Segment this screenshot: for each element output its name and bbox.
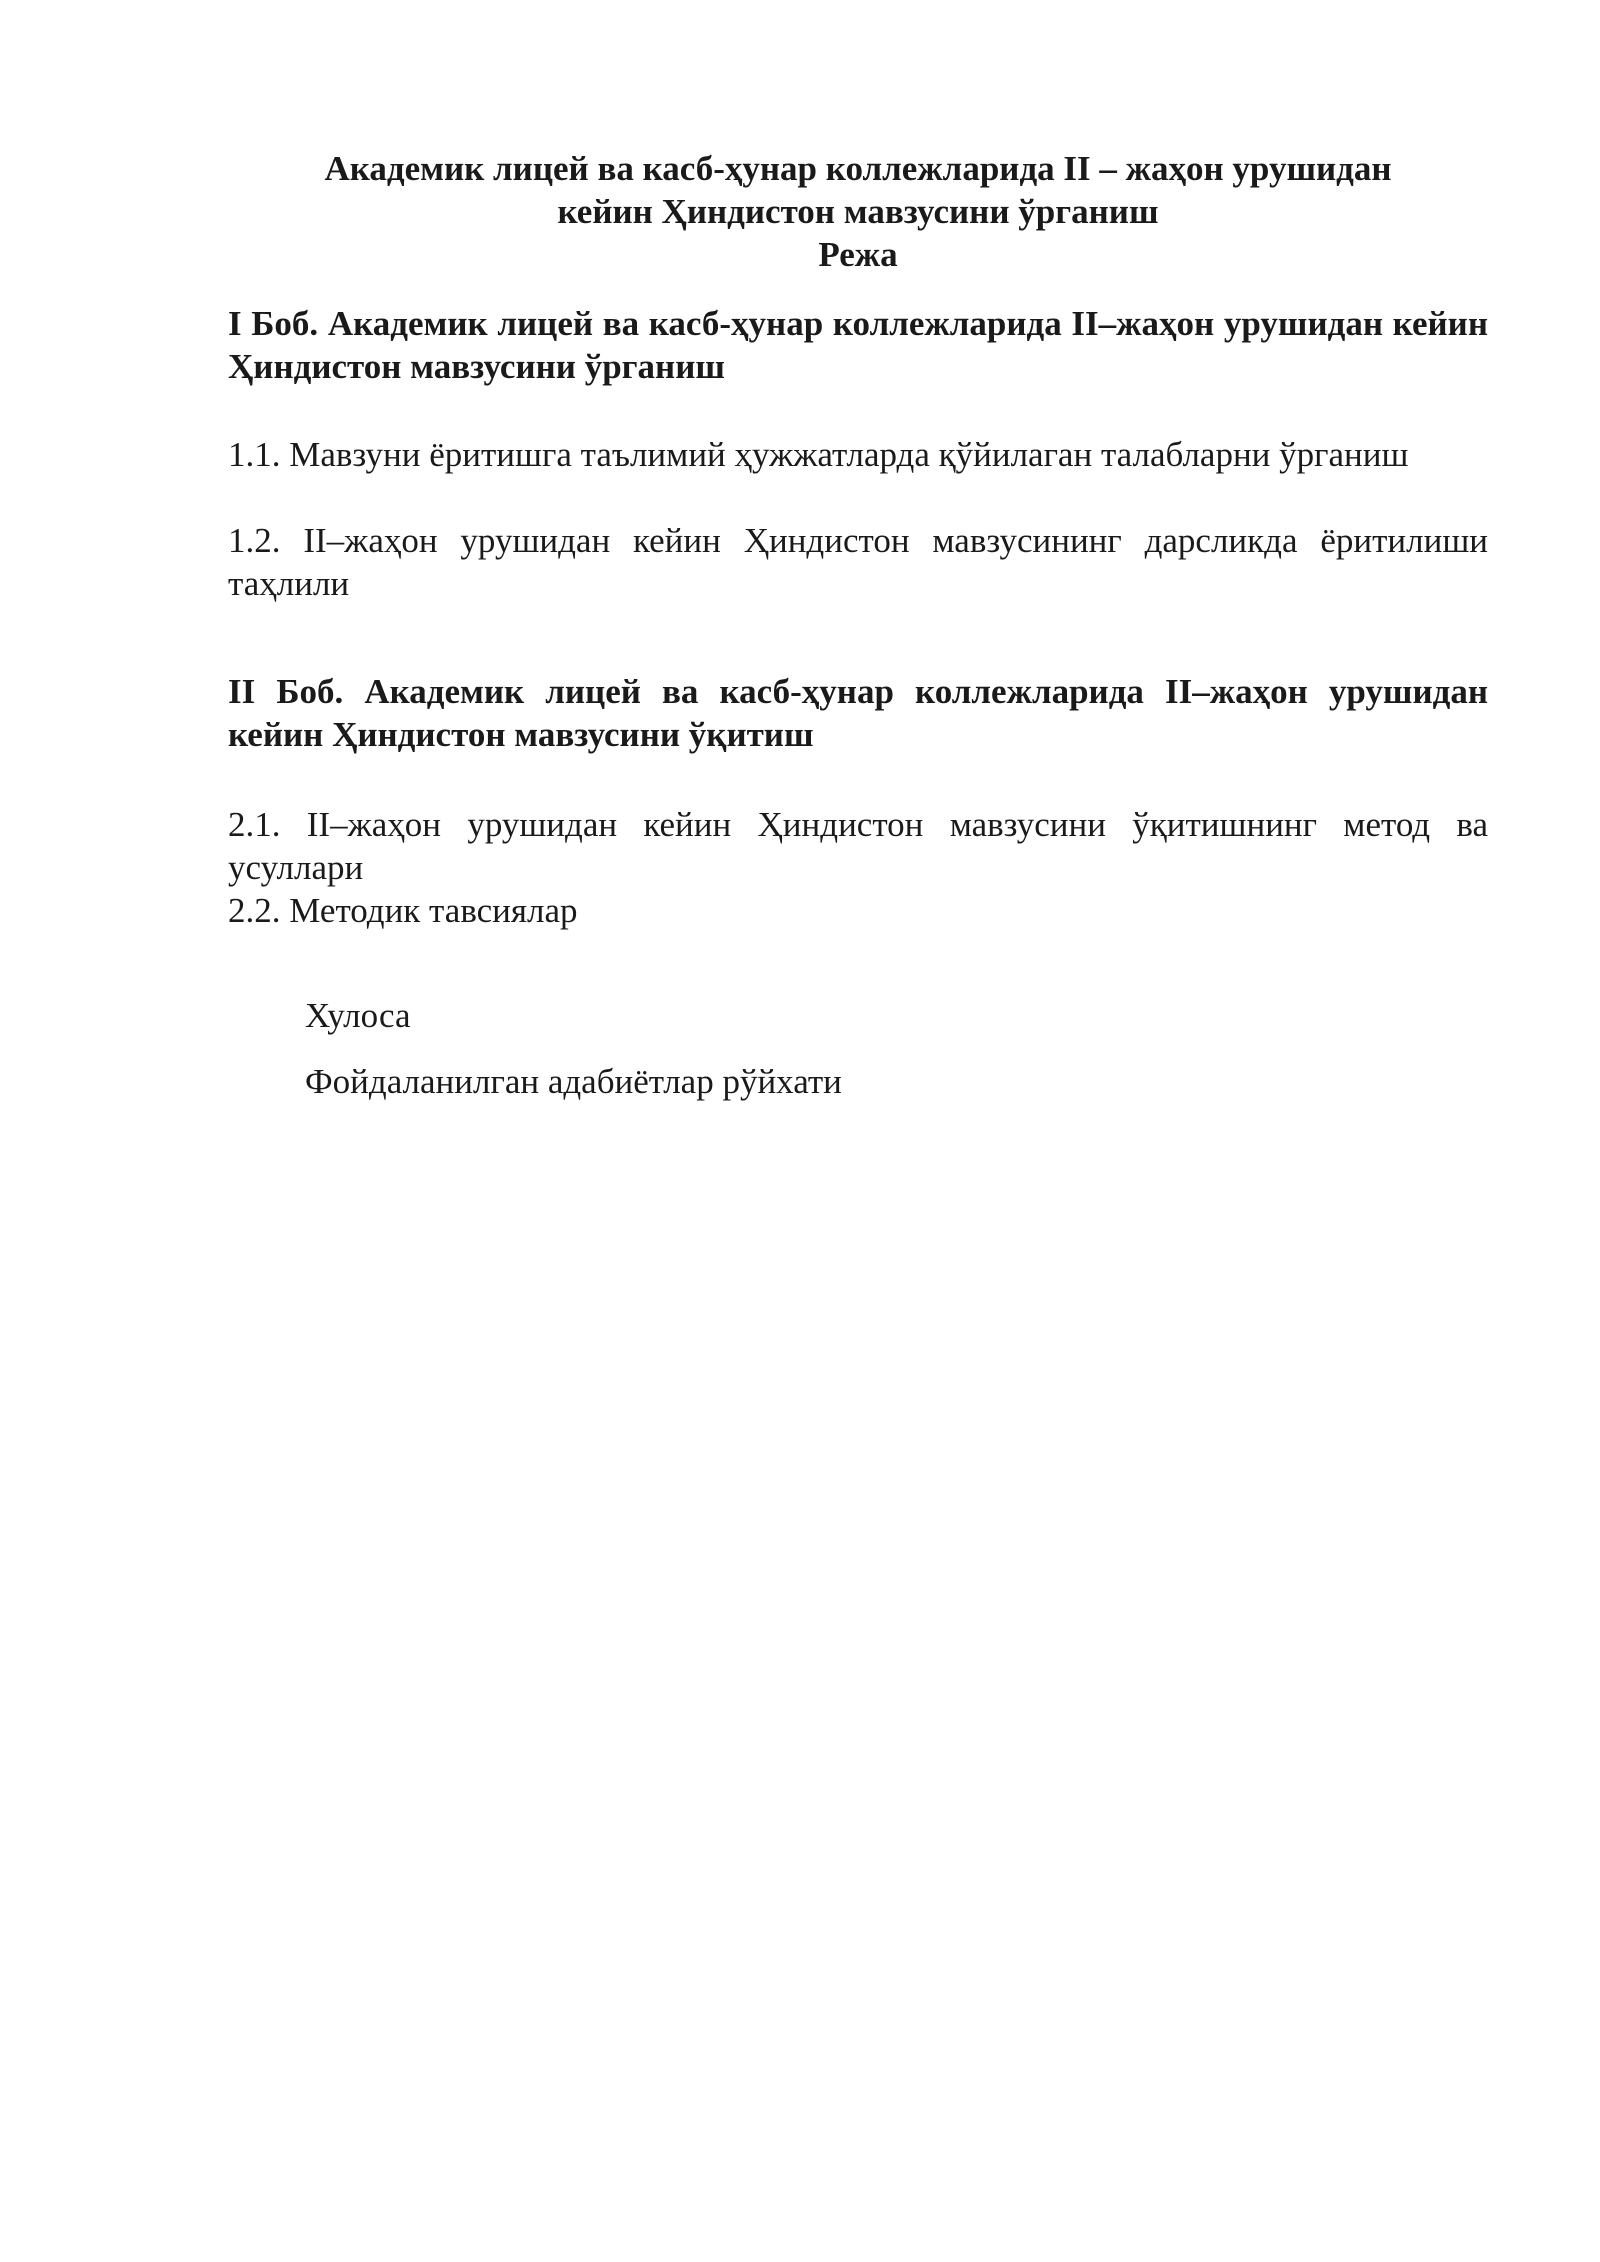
section-2-1: 2.1. II–жаҳон урушидан кейин Ҳиндистон мавзусини ўқитишнинг метод ва усуллари xyxy=(228,805,1488,887)
section-1-2: 1.2. II–жаҳон урушидан кейин Ҳиндистон мавзусининг дарсликда ёритилиши таҳлили xyxy=(228,521,1488,603)
chapter-1-heading: I Боб. Академик лицей ва касб-ҳунар коллежларида II–жаҳон урушидан кейин Ҳиндистон мавзусини ўрганиш xyxy=(228,304,1488,386)
chapter-2-heading: II Боб. Академик лицей ва касб-ҳунар коллежларида II–жаҳон урушидан кейин Ҳиндистон мавзусини ўқитиш xyxy=(228,672,1488,754)
conclusion-item: Хулоса xyxy=(305,996,411,1035)
section-1-1: 1.1. Мавзуни ёритишга таълимий ҳужжатларда қўйилаган талабларни ўрганиш xyxy=(228,435,1409,474)
document-title xyxy=(228,147,1488,276)
section-2-2: 2.2. Методик тавсиялар xyxy=(228,891,578,930)
title-line-2: кейин Ҳиндистон мавзусини ўрганиш xyxy=(557,192,1159,231)
plan-heading: Режа xyxy=(818,235,898,274)
references-item: Фойдаланилган адабиётлар рўйхати xyxy=(305,1062,842,1101)
title-line-1: Академик лицей ва касб-ҳунар коллежларида II – жаҳон урушидан xyxy=(324,149,1392,188)
